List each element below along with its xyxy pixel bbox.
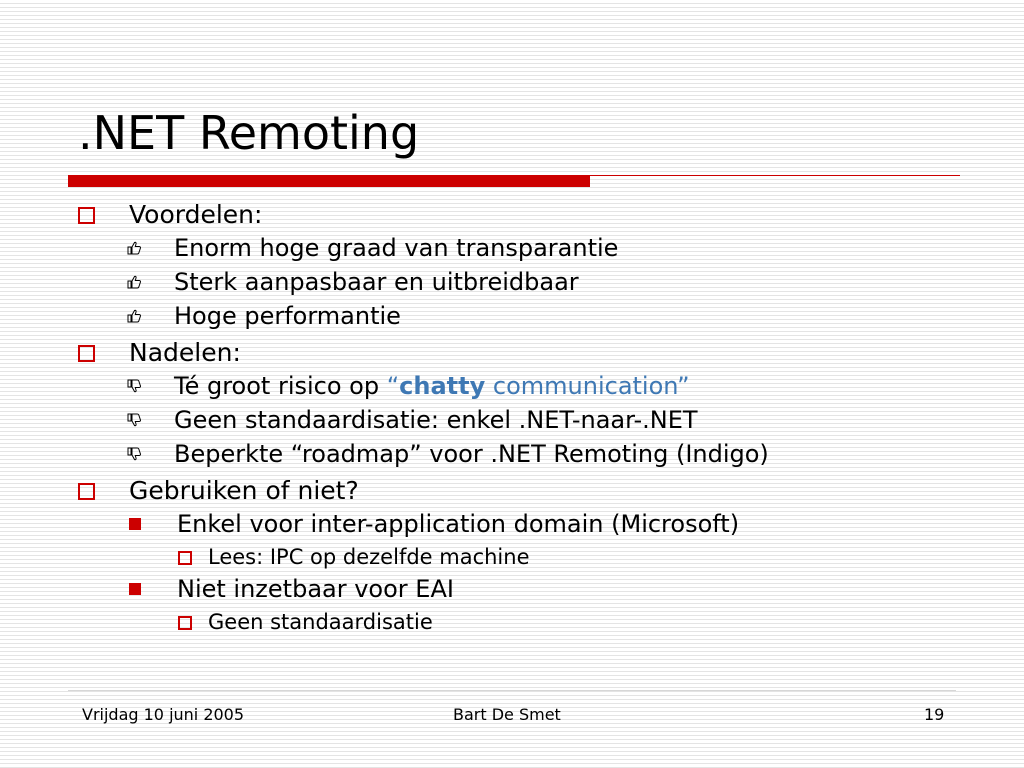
hollow-square-bullet-icon — [78, 483, 95, 500]
bullet-ipc — [178, 543, 530, 571]
footer-author: Bart De Smet — [453, 705, 561, 724]
filled-square-bullet-icon — [129, 518, 141, 530]
hollow-square-bullet-icon — [178, 551, 192, 565]
bullet-text: Voordelen: — [129, 199, 263, 229]
title-underline-thick — [68, 175, 590, 187]
bullet-text: Lees: IPC op dezelfde machine — [208, 545, 530, 569]
chatty-phrase: “chatty communication” — [386, 372, 690, 400]
filled-square-bullet-icon — [129, 583, 141, 595]
thumbs-down-icon — [126, 412, 148, 428]
bullet-text: Enkel voor inter-application domain (Microsoft) — [177, 510, 740, 538]
bullet-pro-transparantie — [128, 232, 618, 264]
bullet-text: Niet inzetbaar voor EAI — [177, 575, 454, 603]
bullet-con-chatty — [128, 370, 690, 402]
bullet-text: Hoge performantie — [174, 302, 401, 330]
bullet-text: Nadelen: — [129, 337, 241, 367]
title-underline-thin — [590, 175, 960, 176]
bullet-text: Sterk aanpasbaar en uitbreidbaar — [174, 268, 579, 296]
hollow-square-bullet-icon — [178, 616, 192, 630]
bullet-text: Geen standaardisatie: enkel .NET-naar-.NET — [174, 406, 698, 434]
bullet-voordelen — [78, 197, 262, 231]
bullet-con-standaardisatie — [128, 404, 698, 436]
hollow-square-bullet-icon — [78, 207, 95, 224]
slide-title: .NET Remoting — [78, 106, 420, 160]
footer-date: Vrijdag 10 juni 2005 — [82, 705, 245, 724]
footer-rule — [68, 690, 956, 691]
bullet-text: Geen standaardisatie — [208, 610, 433, 634]
thumbs-down-icon — [126, 378, 148, 394]
footer-page-number: 19 — [924, 705, 945, 724]
bullet-text: Enorm hoge graad van transparantie — [174, 234, 619, 262]
bullet-eai — [128, 573, 454, 605]
thumbs-up-icon — [126, 308, 148, 324]
bullet-text: Té groot risico op “chatty communication” — [174, 372, 690, 400]
thumbs-down-icon — [126, 446, 148, 462]
thumbs-up-icon — [126, 240, 148, 256]
bullet-nadelen — [78, 335, 241, 369]
hollow-square-bullet-icon — [78, 345, 95, 362]
bullet-con-roadmap — [128, 438, 769, 470]
bullet-inter-application — [128, 508, 739, 540]
bullet-pro-aanpasbaar — [128, 266, 579, 298]
bullet-pro-performantie — [128, 300, 401, 332]
bullet-gebruiken — [78, 473, 359, 507]
bullet-geen-standaardisatie — [178, 608, 433, 636]
bullet-text: Beperkte “roadmap” voor .NET Remoting (Indigo) — [174, 440, 769, 468]
thumbs-up-icon — [126, 274, 148, 290]
bullet-text: Gebruiken of niet? — [129, 475, 359, 505]
